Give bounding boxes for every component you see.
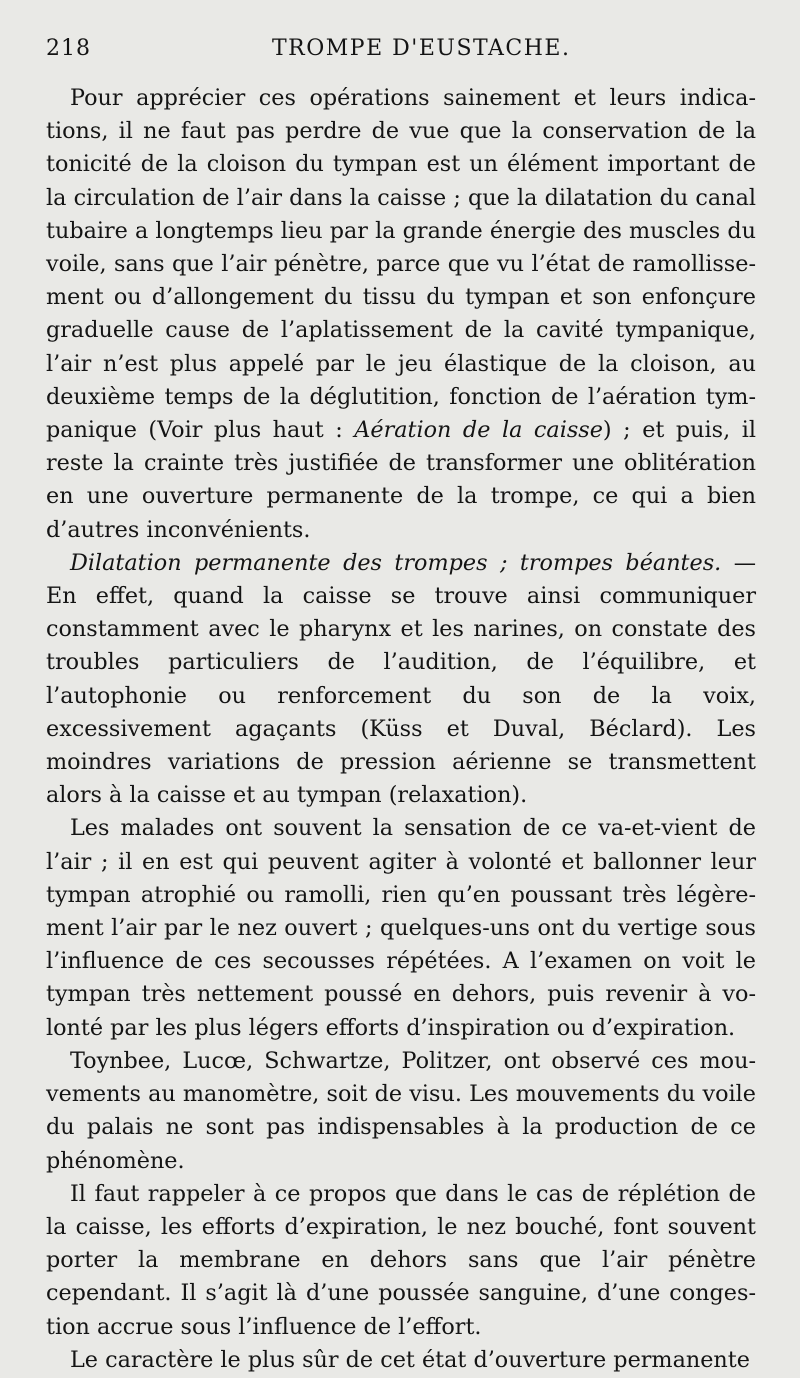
section-heading: Dilatation permanente des trompes ; trompes béantes. (70, 549, 722, 576)
paragraph-5: Il faut rappeler à ce propos que dans le cas de réplétion de la caisse, les efforts d’expiration, le nez bouché, font souvent porter la membrane en dehors sans que l’air pénètre cependant. Il s’agit là d’une poussée sanguine, d’une congestion accrue sous l’influence de l’effort. (46, 1180, 756, 1340)
paragraph-1 (46, 82, 756, 547)
body-text (46, 82, 756, 1377)
paragraph-4: Toynbee, Lucœ, Schwartze, Politzer, ont observé ces mouvements au manomètre, soit de visu. Les mouvements du voile du palais ne sont pas indispensables à la production de ce phénomène. (46, 1047, 756, 1174)
paragraph-1-end: ) ; et puis, il reste la crainte très justifiée de transformer une oblitération en une ouverture permanente de la trompe, ce qui a bien d’autres inconvénients. (46, 417, 756, 543)
running-title: TROMPE D'EUSTACHE. (272, 36, 571, 61)
page-header (46, 36, 760, 70)
paragraph-6: Le caractère le plus sûr de cet état d’ouverture permanente (70, 1346, 750, 1373)
paragraph-2-text: — En effet, quand la caisse se trouve ainsi communiquer constamment avec le pharynx et les narines, on constate des troubles particuliers de l’audition, de l’équilibre, et l’autophonie ou renforcement du son de la voix, excessivement agaçants (Küss et Duval, Béclard). Les moindres variations de pression aérienne se transmettent alors à la caisse et au tympan (relaxation). (46, 549, 756, 809)
paragraph-2 (46, 547, 756, 813)
paragraph-1-text: Pour apprécier ces opérations sainement et leurs indications, il ne faut pas perdre de vue que la conservation de la tonicité de la cloison du tympan est un élément important de la circulation de l’air dans la caisse ; que la dilatation du canal tubaire a longtemps lieu par la grande énergie des muscles du voile, sans que l’air pénètre, parce que vu l’état de ramollissement ou d’allongement du tissu du tympan et son enfonçure graduelle cause de l’aplatissement de la cavité tympanique, l’air n’est plus appelé par le jeu élastique de la cloison, au deuxième temps de la déglutition, fonction de l’aération tympanique (Voir plus haut : (46, 85, 756, 444)
paragraph-3: Les malades ont souvent la sensation de ce va-et-vient de l’air ; il en est qui peuvent agiter à volonté et ballonner leur tympan atrophié ou ramolli, rien qu’en poussant très légèrement l’air par le nez ouvert ; quelques-uns ont du vertige sous l’influence de ces secousses répétées. A l’examen on voit le tympan très nettement poussé en dehors, puis revenir à volonté par les plus légers efforts d’inspiration ou d’expiration. (46, 815, 756, 1041)
cross-reference: Aération de la caisse (354, 417, 603, 444)
page-number: 218 (46, 36, 91, 61)
